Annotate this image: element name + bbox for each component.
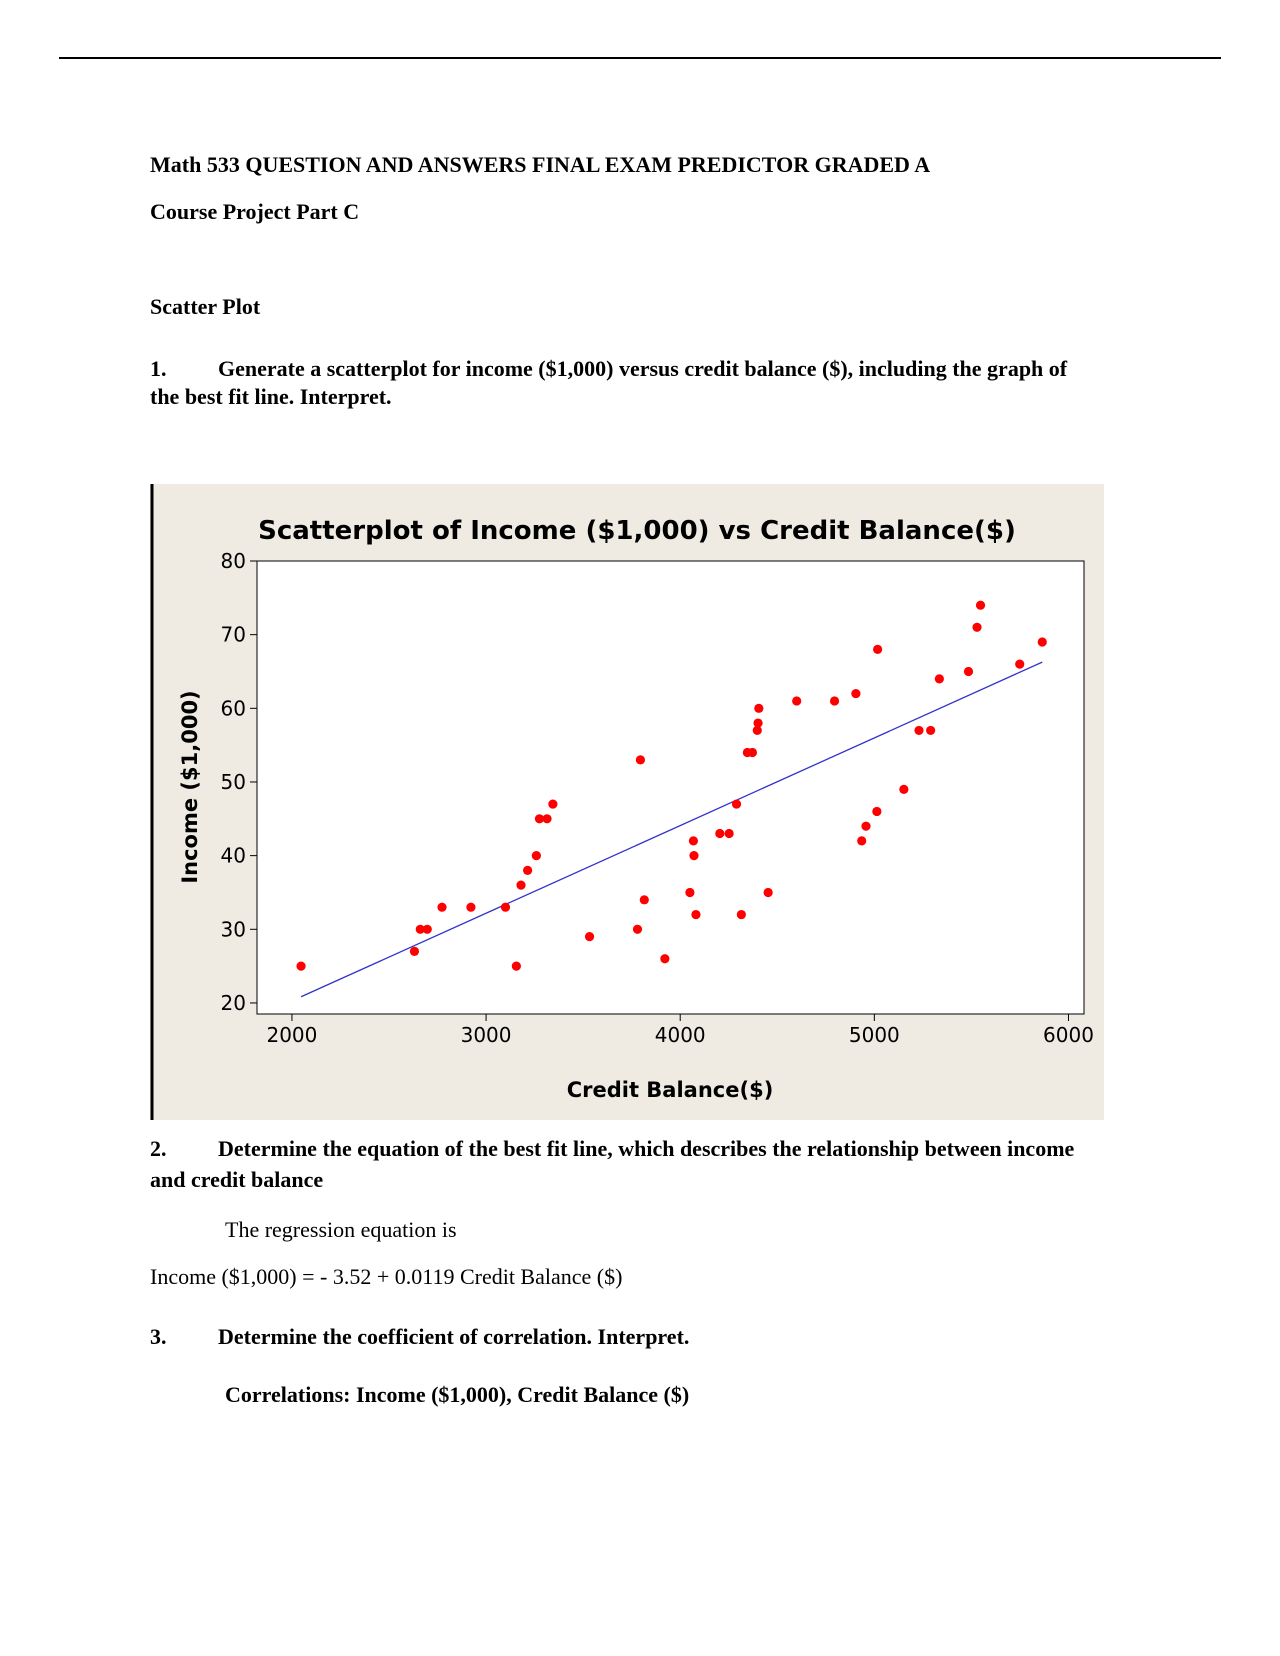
data-point [410,947,419,956]
y-tick-label: 20 [220,990,246,1015]
regression-intro: The regression equation is [225,1217,457,1242]
data-point [872,807,881,816]
data-point [861,822,870,831]
data-point [873,645,882,654]
plot-area [257,561,1084,1014]
data-point [753,718,762,727]
data-point [935,674,944,683]
data-point [972,623,981,632]
x-tick-label: 5000 [848,1023,900,1047]
data-point [1015,660,1024,669]
data-point [685,888,694,897]
data-point [754,704,763,713]
data-point [964,667,973,676]
data-point [516,880,525,889]
data-point [640,895,649,904]
data-point [737,910,746,919]
data-point [976,601,985,610]
question-3-text: Determine the coefficient of correlation. Interpret. [218,1324,690,1349]
question-2-number: 2. [150,1136,167,1161]
regression-equation: Income ($1,000) = - 3.52 + 0.0119 Credit Balance ($) [150,1264,623,1289]
y-tick-label: 70 [220,622,246,647]
x-tick-label: 2000 [266,1023,318,1047]
data-point [501,903,510,912]
question-2 [150,1133,1080,1195]
y-tick-label: 30 [220,917,246,942]
x-axis-label: Credit Balance($) [566,1078,774,1102]
data-point [512,962,521,971]
y-axis-label: Income ($1,000) [178,690,202,884]
document-subtitle: Course Project Part C [150,199,360,224]
data-point [466,903,475,912]
scatterplot-chart [150,484,1104,1120]
data-point [437,903,446,912]
y-tick-label: 60 [220,696,246,721]
x-tick-label: 6000 [1043,1023,1094,1047]
data-point [851,689,860,698]
question-1-text: Generate a scatterplot for income ($1,000) versus credit balance ($), including the graph of the best fit line. Interpret. [150,356,1068,409]
y-tick-label: 50 [220,769,246,794]
data-point [689,851,698,860]
data-point [1038,637,1047,646]
correlations-heading: Correlations: Income ($1,000), Credit Balance ($) [225,1382,690,1407]
data-point [689,836,698,845]
data-point [423,925,432,934]
data-point [899,785,908,794]
data-point [542,814,551,823]
data-point [748,748,757,757]
data-point [548,799,557,808]
data-point [792,696,801,705]
section-heading: Scatter Plot [150,294,261,319]
data-point [725,829,734,838]
data-point [914,726,923,735]
data-point [732,799,741,808]
x-tick-label: 4000 [654,1023,706,1047]
data-point [296,962,305,971]
data-point [523,866,532,875]
data-point [585,932,594,941]
y-tick-label: 40 [220,843,246,868]
data-point [660,954,669,963]
x-tick-label: 3000 [460,1023,512,1047]
question-1-number: 1. [150,356,167,381]
data-point [633,925,642,934]
data-point [926,726,935,735]
question-3-number: 3. [150,1324,167,1349]
data-point [764,888,773,897]
y-tick-label: 80 [220,549,246,573]
top-rule [59,57,1221,59]
data-point [830,696,839,705]
chart-title: Scatterplot of Income ($1,000) vs Credit Balance($) [258,516,1016,546]
data-point [636,755,645,764]
document-title: Math 533 QUESTION AND ANSWERS FINAL EXAM PREDICTOR GRADED A [150,152,931,177]
data-point [857,836,866,845]
data-point [715,829,724,838]
question-1 [150,355,1080,411]
data-point [691,910,700,919]
data-point [532,851,541,860]
question-2-text: Determine the equation of the best fit line, which describes the relationship between income and credit balance [150,1136,1075,1192]
question-3 [150,1324,689,1350]
